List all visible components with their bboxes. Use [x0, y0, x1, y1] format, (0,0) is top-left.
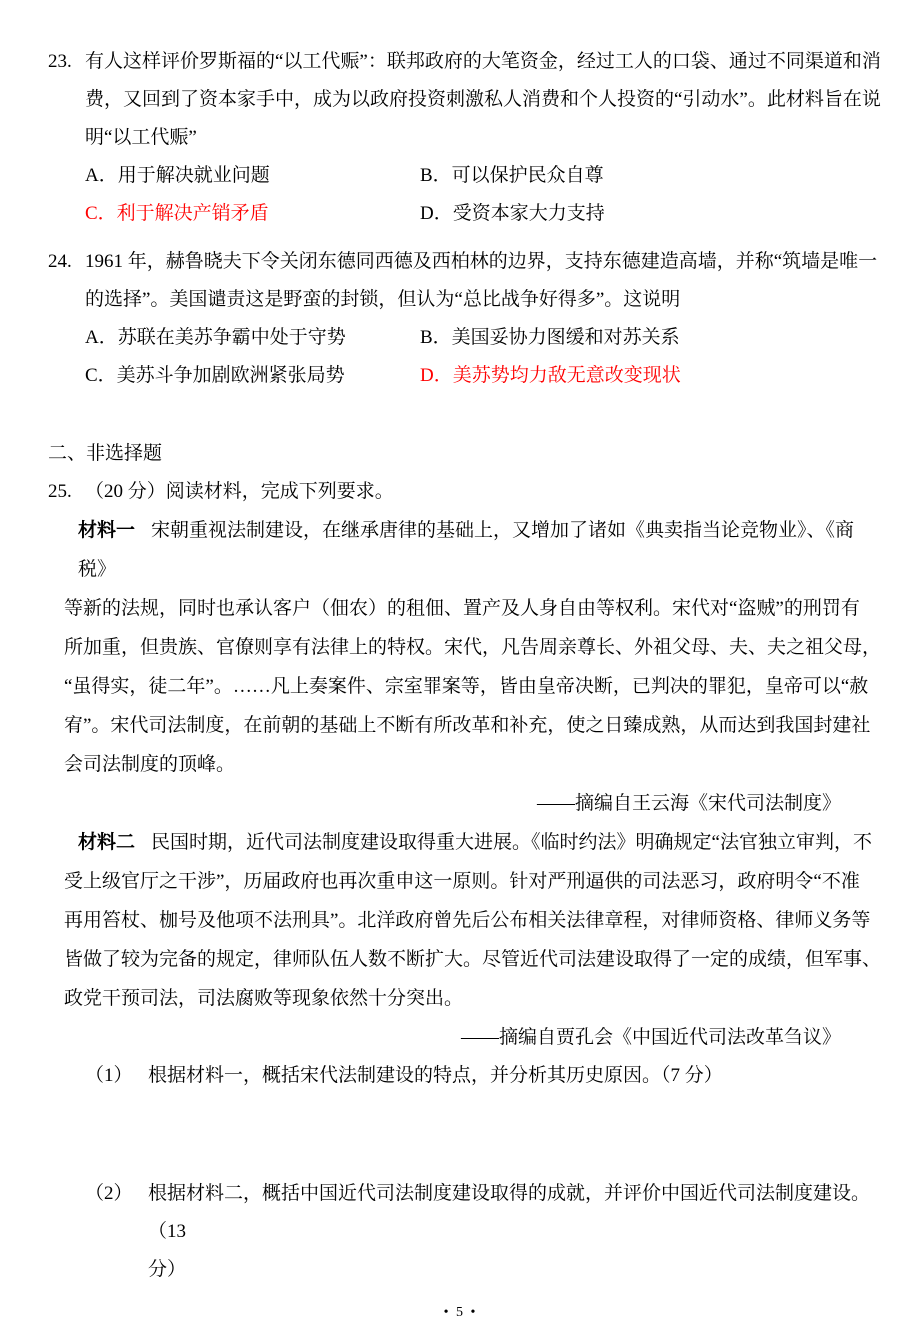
material-2-line-1 — [64, 823, 881, 862]
material-1 — [0, 511, 921, 784]
question-24-stem-line-2: 的选择”。美国谴责这是野蛮的封锁，但认为“总比战争好得多”。这说明 — [85, 289, 681, 310]
material-1-line-4: “虽得实，徒二年”。……凡上奏案件、宗室罪案等，皆由皇帝决断，已判决的罪犯，皇帝可以“赦 — [64, 676, 869, 697]
question-24-options — [85, 319, 885, 395]
question-24 — [0, 243, 921, 395]
sub-question-1 — [0, 1057, 921, 1095]
material-1-line-3: 所加重，但贵族、官僚则享有法律上的特权。宋代，凡告周亲尊长、外祖父母、夫、夫之祖父母， — [64, 637, 882, 658]
question-23-stem-line-2: 费，又回到了资本家手中，成为以政府投资刺激私人消费和个人投资的“引动水”。此材料旨在说 — [85, 89, 881, 110]
material-2-line-2: 受上级官厅之干涉”，历届政府也再次重申这一原则。针对严刑逼供的司法恶习，政府明令“不准 — [64, 871, 860, 892]
question-23 — [0, 43, 921, 233]
material-1-line-5: 宥”。宋代司法制度，在前朝的基础上不断有所改革和补充，使之日臻成熟，从而达到我国封建社 — [64, 715, 871, 736]
material-2-line-5: 政党干预司法，司法腐败等现象依然十分突出。 — [64, 988, 464, 1009]
question-24-option-c: C．美苏斗争加剧欧洲紧张局势 — [85, 365, 345, 386]
question-23-stem-line-3: 明“以工代赈” — [85, 127, 197, 148]
sub-question-1-text: 根据材料一，概括宋代法制建设的特点，并分析其历史原因。（7 分） — [148, 1065, 723, 1086]
material-2-line-4: 皆做了较为完备的规定，律师队伍人数不断扩大。尽管近代司法建设取得了一定的成绩，但军事、 — [64, 949, 882, 970]
question-24-number: 24. — [48, 251, 72, 272]
material-2-source: ——摘编自贾孔会《中国近代司法改革刍议》 — [460, 1027, 841, 1048]
material-1-line-6: 会司法制度的顶峰。 — [64, 754, 236, 775]
question-23-stem-line-1: 有人这样评价罗斯福的“以工代赈”：联邦政府的大笔资金，经过工人的口袋、通过不同渠道和消 — [85, 51, 881, 72]
question-23-options — [85, 157, 885, 233]
sub-question-2-label: （2） — [85, 1183, 133, 1204]
section-2-heading: 二、非选择题 — [48, 443, 163, 464]
question-23-option-a: A．用于解决就业问题 — [85, 165, 270, 186]
material-1-label: 材料一 — [78, 520, 136, 541]
question-24-option-d: D．美苏势均力敌无意改变现状 — [420, 365, 681, 386]
material-2-line-3: 再用笞杖、枷号及他项不法刑具”。北洋政府曾先后公布相关法律章程，对律师资格、律师义务等 — [64, 910, 871, 931]
material-2-first-line-text: 民国时期，近代司法制度建设取得重大进展。《临时约法》明确规定“法官独立审判，不 — [151, 832, 872, 853]
sub-question-1-label: （1） — [85, 1065, 133, 1086]
question-23-number: 23. — [48, 51, 72, 72]
sub-question-2-text-line-1: 根据材料二，概括中国近代司法制度建设取得的成就，并评价中国近代司法制度建设。（13 — [148, 1183, 871, 1242]
question-23-option-c: C．利于解决产销矛盾 — [85, 203, 269, 224]
question-25-number: 25. — [48, 481, 72, 502]
sub-question-2 — [0, 1175, 921, 1289]
sub-question-2-text-line-2: 分） — [148, 1259, 187, 1280]
material-2 — [0, 823, 921, 1018]
question-25-intro — [0, 473, 921, 511]
material-1-line-2: 等新的法规，同时也承认客户（佃农）的租佃、置产及人身自由等权利。宋代对“盗贼”的刑罚有 — [64, 598, 860, 619]
material-2-label: 材料二 — [78, 832, 136, 853]
question-24-option-a: A．苏联在美苏争霸中处于守势 — [85, 327, 346, 348]
question-24-stem-line-1: 1961 年，赫鲁晓夫下令关闭东德同西德及西柏林的边界，支持东德建造高墙，并称“筑墙是唯一 — [85, 251, 878, 272]
question-23-option-b: B．可以保护民众自尊 — [420, 165, 604, 186]
question-24-option-b: B．美国妥协力图缓和对苏关系 — [420, 327, 680, 348]
material-1-source: ——摘编自王云海《宋代司法制度》 — [536, 793, 841, 814]
page-number: • 5 • — [443, 1305, 478, 1320]
question-25-intro-text: （20 分）阅读材料，完成下列要求。 — [85, 481, 394, 502]
material-1-line-1 — [64, 511, 881, 589]
material-1-first-line-text: 宋朝重视法制建设，在继承唐律的基础上，又增加了诸如《典卖指当论竞物业》、《商税》 — [78, 520, 855, 580]
question-23-option-d: D．受资本家大力支持 — [420, 203, 605, 224]
